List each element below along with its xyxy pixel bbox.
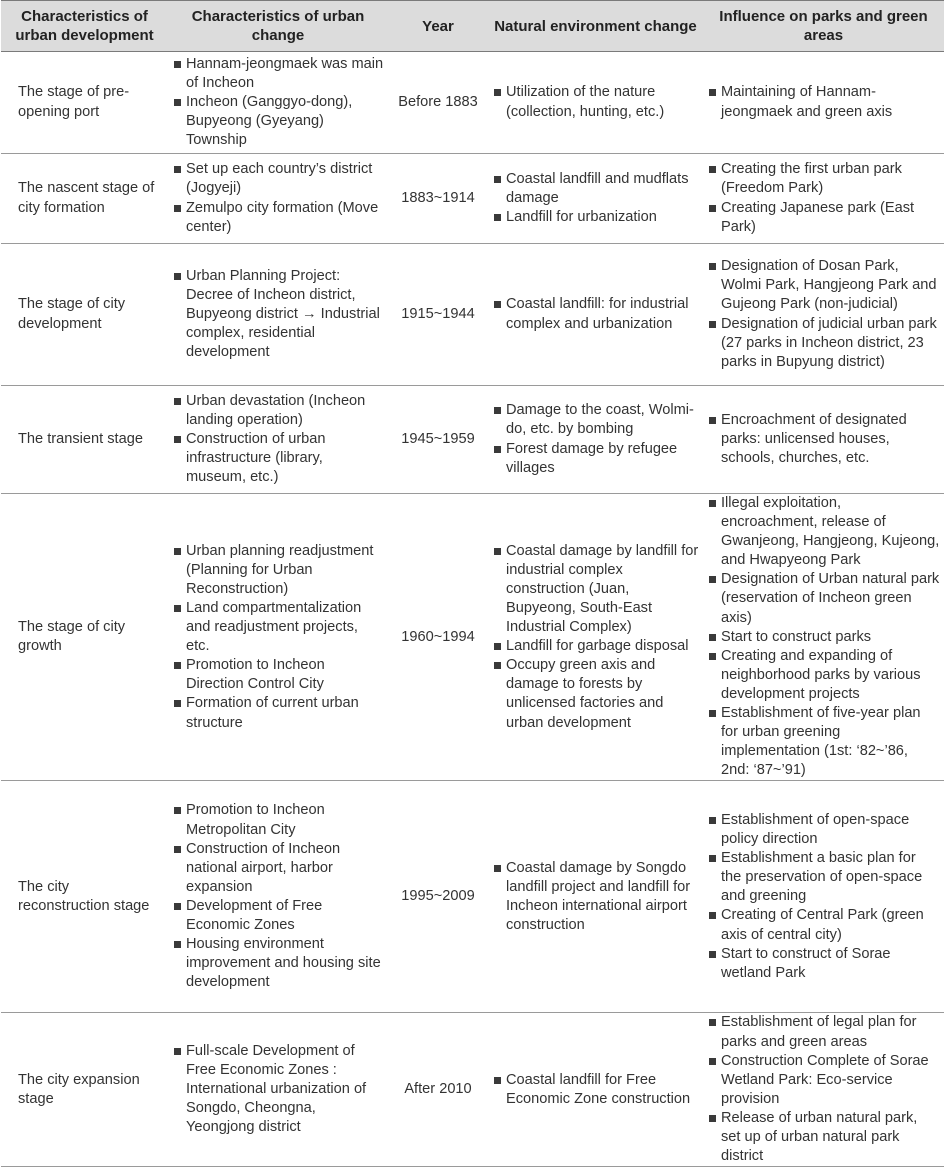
bullet-list <box>172 1042 384 1137</box>
stage-cell: The transient stage <box>1 386 168 494</box>
bullet-list <box>492 401 699 477</box>
bullet-list <box>492 83 699 121</box>
bullet-item: Maintaining of Hannam-jeongmaek and green axis <box>707 83 940 121</box>
stage-cell: The stage of pre-opening port <box>1 52 168 154</box>
bullet-item: Coastal landfill: for industrial complex and urbanization <box>492 295 699 333</box>
year-cell: 1960~1994 <box>388 494 488 781</box>
stage-cell: The stage of city growth <box>1 494 168 781</box>
table-body <box>1 52 944 1167</box>
bullet-list <box>492 1071 699 1109</box>
table-row <box>1 244 944 386</box>
bullet-item: Encroachment of designated parks: unlicensed houses, schools, churches, etc. <box>707 411 940 468</box>
bullet-item: Designation of judicial urban park (27 parks in Incheon district, 23 parks in Bupyung district) <box>707 315 940 372</box>
bullet-item: Establishment of five-year plan for urban greening implementation (1st: ‘82~’86, 2nd: ‘87~’91) <box>707 704 940 780</box>
bullet-list <box>172 267 384 362</box>
bullet-item: Illegal exploitation, encroachment, release of Gwanjeong, Hangjeong, Kujeong, and Hwapyeong Park <box>707 494 940 570</box>
bullet-item: Occupy green axis and damage to forests by unlicensed factories and urban development <box>492 656 699 732</box>
bullet-list <box>707 160 940 236</box>
bullet-item: Promotion to Incheon Metropolitan City <box>172 801 384 839</box>
bullet-item: Creating of Central Park (green axis of central city) <box>707 906 940 944</box>
year-cell: 1883~1914 <box>388 154 488 244</box>
urban-change-cell <box>168 244 388 386</box>
bullet-item: Land compartmentalization and readjustment projects, etc. <box>172 599 384 656</box>
bullet-list <box>707 494 940 780</box>
header-cell: Influence on parks and green areas <box>703 1 944 52</box>
year-cell: 1945~1959 <box>388 386 488 494</box>
header-cell: Natural environment change <box>488 1 703 52</box>
bullet-list <box>492 542 699 733</box>
bullet-item: Designation of Dosan Park, Wolmi Park, Hangjeong Park and Gujeong Park (non-judicial) <box>707 257 940 314</box>
bullet-item: Landfill for garbage disposal <box>492 637 699 656</box>
table-row <box>1 154 944 244</box>
bullet-item: Forest damage by refugee villages <box>492 440 699 478</box>
bullet-item: Coastal landfill for Free Economic Zone construction <box>492 1071 699 1109</box>
year-cell: Before 1883 <box>388 52 488 154</box>
table-row <box>1 494 944 781</box>
bullet-item: Incheon (Ganggyo-dong), Bupyeong (Gyeyang) Township <box>172 93 384 150</box>
parks-influence-cell <box>703 386 944 494</box>
bullet-item: Start to construct of Sorae wetland Park <box>707 945 940 983</box>
bullet-list <box>172 392 384 487</box>
table-row <box>1 1013 944 1167</box>
bullet-item: Formation of current urban structure <box>172 694 384 732</box>
bullet-item: Construction of Incheon national airport, harbor expansion <box>172 840 384 897</box>
nature-change-cell <box>488 781 703 1013</box>
urban-development-table <box>1 0 944 1167</box>
bullet-list <box>172 160 384 236</box>
parks-influence-cell <box>703 244 944 386</box>
bullet-item: Full-scale Development of Free Economic Zones : International urbanization of Songdo, Cheongna, Yeongjong district <box>172 1042 384 1137</box>
bullet-item: Coastal damage by Songdo landfill project and landfill for Incheon international airport construction <box>492 859 699 935</box>
bullet-list <box>707 411 940 468</box>
bullet-list <box>172 801 384 992</box>
table-row <box>1 52 944 154</box>
parks-influence-cell <box>703 52 944 154</box>
year-cell: 1995~2009 <box>388 781 488 1013</box>
bullet-list <box>707 257 940 372</box>
bullet-item: Development of Free Economic Zones <box>172 897 384 935</box>
header-row <box>1 1 944 52</box>
urban-change-cell <box>168 781 388 1013</box>
year-cell: 1915~1944 <box>388 244 488 386</box>
header-cell: Year <box>388 1 488 52</box>
nature-change-cell <box>488 1013 703 1167</box>
bullet-item: Promotion to Incheon Direction Control City <box>172 656 384 694</box>
bullet-item: Landfill for urbanization <box>492 208 699 227</box>
bullet-list <box>492 295 699 333</box>
bullet-item: Creating Japanese park (East Park) <box>707 199 940 237</box>
bullet-item: Coastal damage by landfill for industrial complex construction (Juan, Bupyeong, South-East Industrial Complex) <box>492 542 699 637</box>
bullet-item: Coastal landfill and mudflats damage <box>492 170 699 208</box>
bullet-item: Release of urban natural park, set up of urban natural park district <box>707 1109 940 1166</box>
stage-cell: The stage of city development <box>1 244 168 386</box>
bullet-item: Construction of urban infrastructure (library, museum, etc.) <box>172 430 384 487</box>
bullet-list <box>707 1013 940 1166</box>
stage-cell: The nascent stage of city formation <box>1 154 168 244</box>
nature-change-cell <box>488 52 703 154</box>
bullet-list <box>492 170 699 227</box>
bullet-item: Urban planning readjustment (Planning for Urban Reconstruction) <box>172 542 384 599</box>
bullet-item: Urban devastation (Incheon landing operation) <box>172 392 384 430</box>
bullet-item: Start to construct parks <box>707 628 940 647</box>
nature-change-cell <box>488 244 703 386</box>
bullet-item: Housing environment improvement and housing site development <box>172 935 384 992</box>
bullet-item: Establishment a basic plan for the preservation of open-space and greening <box>707 849 940 906</box>
bullet-item: Hannam-jeongmaek was main of Incheon <box>172 55 384 93</box>
stage-cell: The city reconstruction stage <box>1 781 168 1013</box>
bullet-item: Creating and expanding of neighborhood parks by various development projects <box>707 647 940 704</box>
parks-influence-cell <box>703 154 944 244</box>
urban-change-cell <box>168 52 388 154</box>
parks-influence-cell <box>703 1013 944 1167</box>
bullet-item: Establishment of open-space policy direction <box>707 811 940 849</box>
urban-change-cell <box>168 494 388 781</box>
bullet-list <box>172 55 384 150</box>
table-row <box>1 781 944 1013</box>
header-cell: Characteristics of urban change <box>168 1 388 52</box>
bullet-list <box>492 859 699 935</box>
bullet-item: Zemulpo city formation (Move center) <box>172 199 384 237</box>
bullet-item: Utilization of the nature (collection, hunting, etc.) <box>492 83 699 121</box>
bullet-item: Creating the first urban park (Freedom Park) <box>707 160 940 198</box>
urban-change-cell <box>168 1013 388 1167</box>
parks-influence-cell <box>703 781 944 1013</box>
urban-change-cell <box>168 154 388 244</box>
bullet-item: Construction Complete of Sorae Wetland Park: Eco-service provision <box>707 1052 940 1109</box>
parks-influence-cell <box>703 494 944 781</box>
bullet-list <box>707 811 940 983</box>
nature-change-cell <box>488 154 703 244</box>
bullet-item: Designation of Urban natural park (reservation of Incheon green axis) <box>707 570 940 627</box>
bullet-list <box>172 542 384 733</box>
year-cell: After 2010 <box>388 1013 488 1167</box>
bullet-item: Damage to the coast, Wolmi-do, etc. by bombing <box>492 401 699 439</box>
header-cell: Characteristics of urban development <box>1 1 168 52</box>
table-header <box>1 1 944 52</box>
nature-change-cell <box>488 494 703 781</box>
bullet-item: Urban Planning Project: Decree of Incheon district, Bupyeong district → Industrial complex, residential development <box>172 267 384 362</box>
stage-cell: The city expansion stage <box>1 1013 168 1167</box>
urban-change-cell <box>168 386 388 494</box>
bullet-list <box>707 83 940 121</box>
bullet-item: Set up each country’s district (Jogyeji) <box>172 160 384 198</box>
nature-change-cell <box>488 386 703 494</box>
bullet-item: Establishment of legal plan for parks and green areas <box>707 1013 940 1051</box>
table-row <box>1 386 944 494</box>
